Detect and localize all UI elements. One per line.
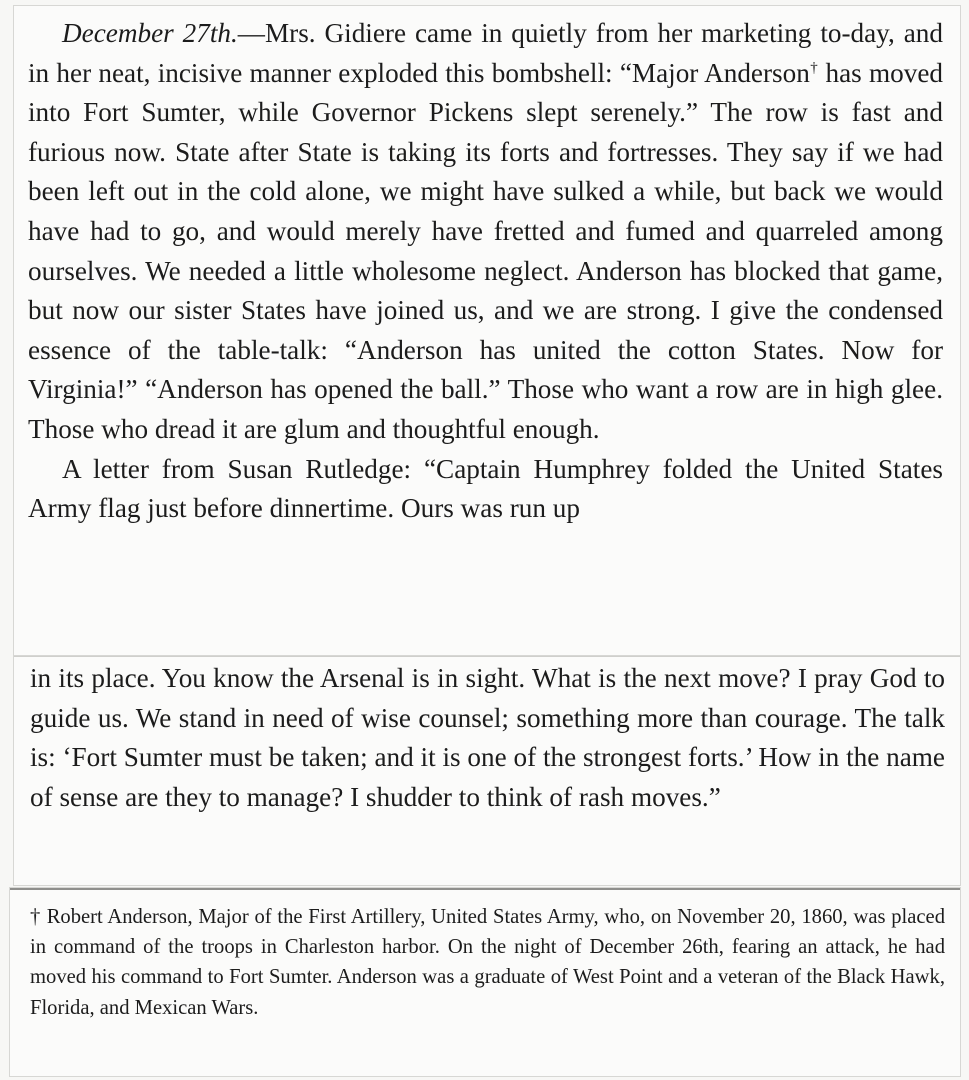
- paragraph-2-continuation: [30, 659, 945, 817]
- footnote-marker: †: [30, 906, 41, 928]
- paragraph-1-body: has moved into Fort Sumter, while Governor Pickens slept serenely.” The row is fast and furious now. State after State is taking its forts and fortresses. They say if we had been left out in the cold alone, we might have sulked a while, but back we would have had to go, and would merely have fretted and fumed and quarreled among ourselves. We needed a little wholesome neglect. Anderson has blocked that game, but now our sister States have joined us, and we are strong. I give the condensed essence of the table-talk: “Anderson has united the cotton States. Now for Virginia!” “Anderson has opened the ball.” Those who want a row are in high glee. Those who dread it are glum and thoughtful enough.: [28, 57, 943, 444]
- entry-date: December 27th.: [62, 18, 238, 48]
- paragraph-1-opening: —Mrs. Gidiere came in quietly from her marketing to-day, and in her neat, incisive manner exploded this bombshell: “Major Anderson: [28, 18, 943, 88]
- paragraph-2-part-1: A letter from Susan Rutledge: “Captain Humphrey folded the United States Army flag just before dinnertime. Ours was run up: [28, 453, 943, 524]
- diary-entry: [28, 14, 943, 529]
- footnote-text: Robert Anderson, Major of the First Artillery, United States Army, who, on November 20, 1860, was placed in command of the troops in Charleston harbor. On the night of December 26th, fearing an attack, he had moved his command to Fort Sumter. Anderson was a graduate of West Point and a veteran of the Black Hawk, Florida, and Mexican Wars.: [30, 906, 945, 1019]
- paragraph-2: [28, 450, 943, 529]
- footnote-reference: †: [809, 59, 819, 76]
- paragraph-1: [28, 14, 943, 450]
- paragraph-2-part-2: in its place. You know the Arsenal is in sight. What is the next move? I pray God to guide us. We stand in need of wise counsel; something more than courage. The talk is: ‘Fort Sumter must be taken; and it is one of the strongest forts.’ How in the name of sense are they to manage? I shudder to think of rash moves.”: [30, 663, 945, 812]
- footnote: [30, 902, 945, 1023]
